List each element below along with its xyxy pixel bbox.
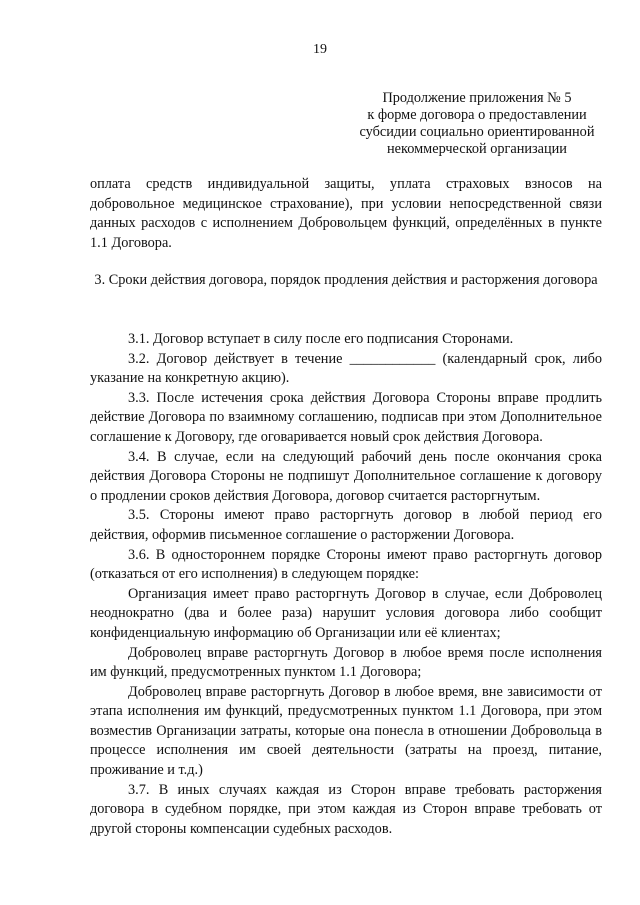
clause-3-2: 3.2. Договор действует в течение ____________ (календарный срок, либо указание на конкретную акцию). — [90, 350, 602, 387]
clause-3-7: 3.7. В иных случаях каждая из Сторон вправе требовать расторжения договора в судебном порядке, при этом каждая из Сторон вправе требовать от другой стороны компенсации судебных расходов. — [90, 781, 602, 837]
clause-3-6-organization: Организация имеет право расторгнуть Договор в случае, если Доброволец неоднократно (два и более раза) нарушит условия договора либо сообщит конфиденциальную информацию об Организации или её клиентах; — [90, 585, 602, 641]
clause-3-6-volunteer-after: Доброволец вправе расторгнуть Договор в любое время после исполнения им функций, предусмотренных пунктом 1.1 Договора; — [90, 644, 602, 681]
clause-3-6-volunteer-anytime: Доброволец вправе расторгнуть Договор в любое время, вне зависимости от этапа исполнения им функций, предусмотренных пунктом 1.1 Договора, при этом возместив Организации затраты, которые она понесла в отношении Добровольца в процессе исполнения им своей деятельности (затраты на проезд, питание, проживание и т.д.) — [90, 683, 602, 779]
clauses-list — [90, 330, 602, 839]
annex-header — [342, 90, 612, 158]
annex-header-line: некоммерческой организации — [387, 141, 567, 157]
annex-header-line: к форме договора о предоставлении — [367, 107, 587, 123]
clause-3-3: 3.3. После истечения срока действия Договора Стороны вправе продлить действие Договора по взаимному соглашению, подписав при этом Дополнительное соглашение к Договору, где оговаривается новый срок действия Договора. — [90, 389, 602, 445]
clause-3-4: 3.4. В случае, если на следующий рабочий день после окончания срока действия Договора Стороны не подпишут Дополнительное соглашение к договору о продлении сроков действия Договора, договор считается расторгнутым. — [90, 448, 602, 504]
clause-3-1: 3.1. Договор вступает в силу после его подписания Сторонами. — [128, 331, 514, 347]
continuation-paragraph: оплата средств индивидуальной защиты, уплата страховых взносов на добровольное медицинское страхование), при условии непосредственной связи данных расходов с исполнением Добровольцем функций, определённых в пункте 1.1 Договора. — [90, 176, 602, 251]
annex-header-line: Продолжение приложения № 5 — [382, 90, 572, 106]
annex-header-line: субсидии социально ориентированной — [359, 124, 595, 140]
section-heading: 3. Сроки действия договора, порядок продления действия и расторжения договора — [94, 272, 598, 288]
page-number: 19 — [313, 42, 327, 57]
clause-3-5: 3.5. Стороны имеют право расторгнуть договор в любой период его действия, оформив письменное соглашение о расторжении Договора. — [90, 507, 602, 543]
clause-3-6: 3.6. В одностороннем порядке Стороны имеют право расторгнуть договор (отказаться от его исполнения) в следующем порядке: — [90, 546, 602, 583]
